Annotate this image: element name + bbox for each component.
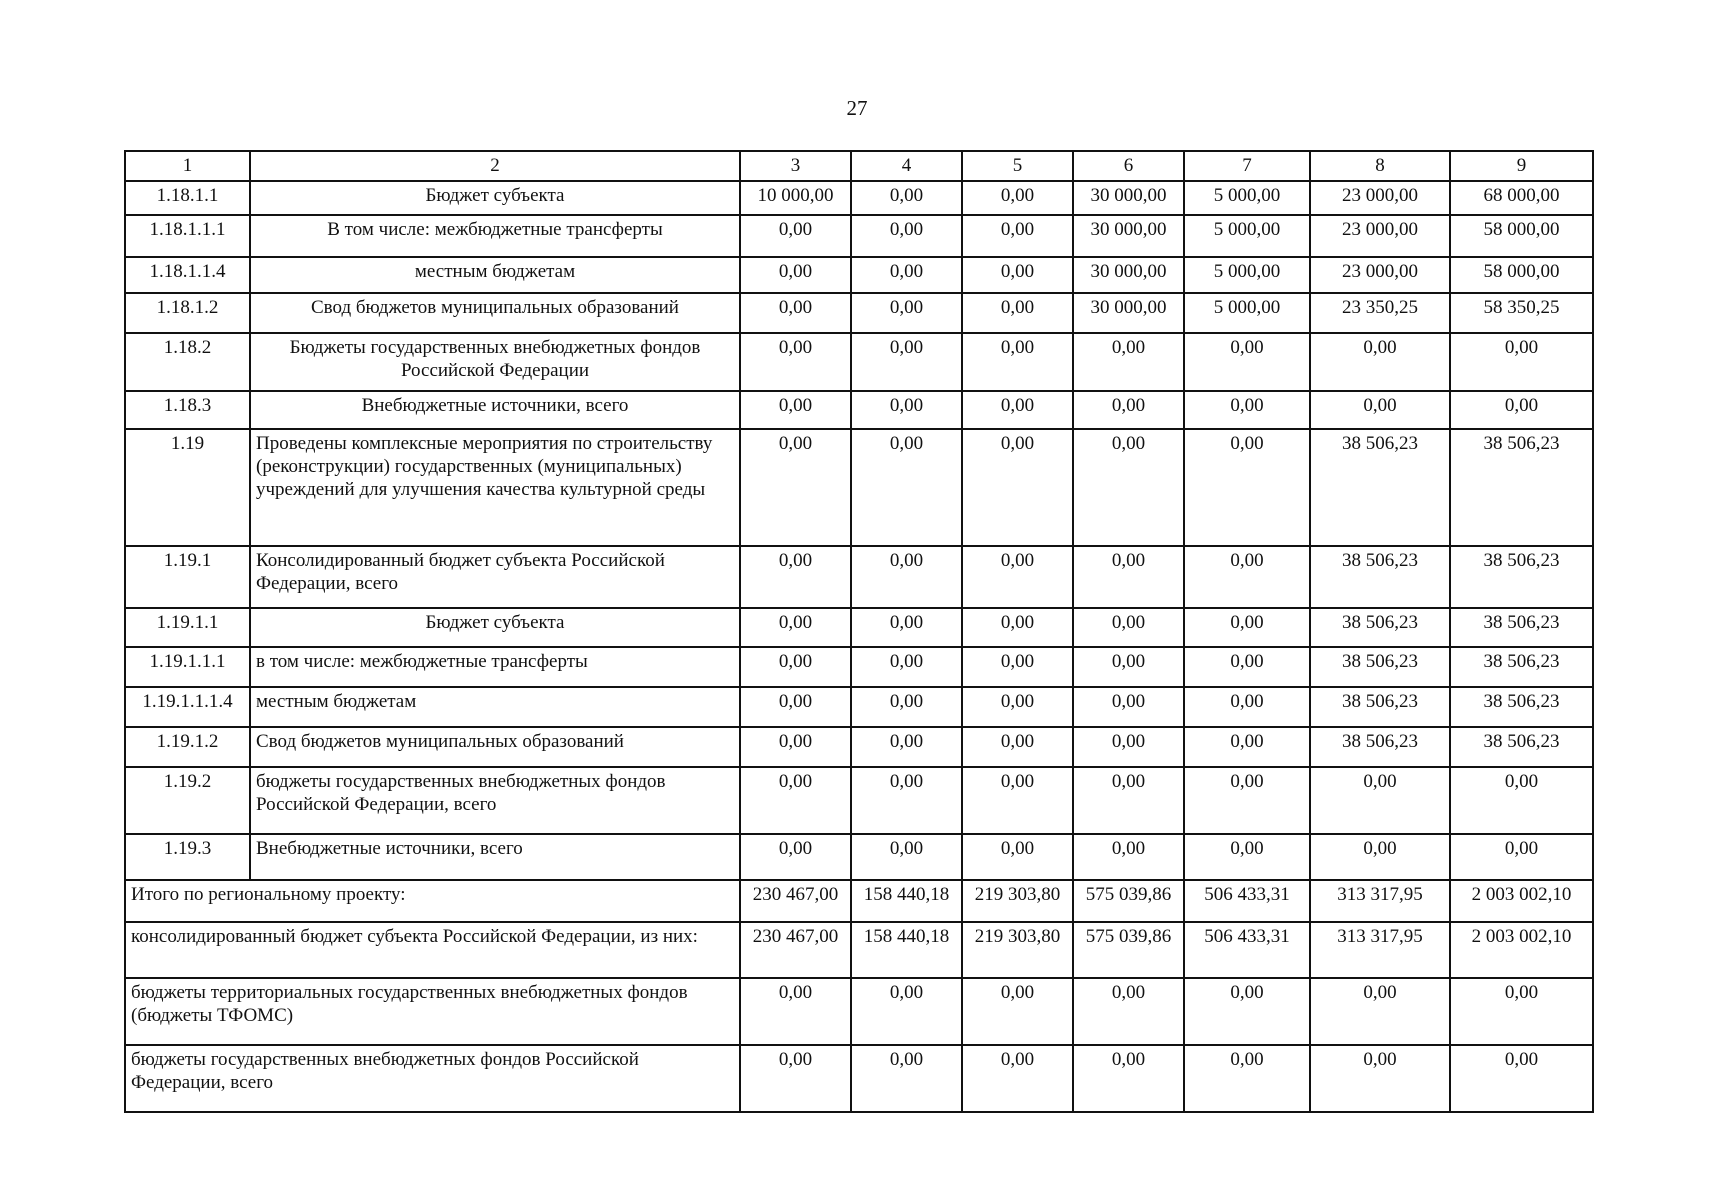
cell-value: 23 000,00: [1310, 257, 1450, 293]
row-name: местным бюджетам: [250, 257, 740, 293]
cell-value: 0,00: [851, 391, 962, 429]
cell-value: 23 000,00: [1310, 181, 1450, 215]
column-header: 3: [740, 151, 851, 181]
row-name: бюджеты государственных внебюджетных фондов Российской Федерации, всего: [250, 767, 740, 834]
table-row: [125, 333, 1593, 391]
total-label: бюджеты территориальных государственных внебюджетных фондов (бюджеты ТФОМС): [125, 978, 740, 1045]
row-name: Бюджет субъекта: [250, 608, 740, 647]
cell-value: 0,00: [1310, 333, 1450, 391]
cell-value: 0,00: [1450, 767, 1593, 834]
table-row: [125, 647, 1593, 687]
cell-value: 0,00: [1450, 391, 1593, 429]
cell-value: 0,00: [851, 546, 962, 608]
cell-value: 0,00: [1450, 1045, 1593, 1112]
cell-value: 0,00: [1310, 978, 1450, 1045]
cell-value: 0,00: [1073, 546, 1184, 608]
cell-value: 0,00: [962, 391, 1073, 429]
column-header: 1: [125, 151, 250, 181]
cell-value: 0,00: [851, 978, 962, 1045]
cell-value: 0,00: [962, 1045, 1073, 1112]
cell-value: 0,00: [740, 546, 851, 608]
row-code: 1.19.1: [125, 546, 250, 608]
cell-value: 0,00: [1184, 1045, 1310, 1112]
cell-value: 58 350,25: [1450, 293, 1593, 333]
cell-value: 38 506,23: [1310, 727, 1450, 767]
cell-value: 0,00: [740, 767, 851, 834]
cell-value: 0,00: [1073, 978, 1184, 1045]
cell-value: 0,00: [962, 181, 1073, 215]
page-number: 27: [846, 96, 868, 120]
row-name: В том числе: межбюджетные трансферты: [250, 215, 740, 257]
cell-value: 575 039,86: [1073, 880, 1184, 922]
cell-value: 0,00: [1184, 429, 1310, 546]
table-row: [125, 215, 1593, 257]
row-name: Консолидированный бюджет субъекта Российской Федерации, всего: [250, 546, 740, 608]
row-name: Проведены комплексные мероприятия по строительству (реконструкции) государственных (муниципальных) учреждений для улучшения качества культурной среды: [250, 429, 740, 546]
cell-value: 5 000,00: [1184, 181, 1310, 215]
cell-value: 0,00: [740, 647, 851, 687]
cell-value: 30 000,00: [1073, 293, 1184, 333]
column-header: 9: [1450, 151, 1593, 181]
cell-value: 0,00: [962, 767, 1073, 834]
cell-value: 0,00: [962, 727, 1073, 767]
cell-value: 0,00: [740, 1045, 851, 1112]
cell-value: 2 003 002,10: [1450, 880, 1593, 922]
total-row: [125, 880, 1593, 922]
cell-value: 230 467,00: [740, 880, 851, 922]
table-row: [125, 687, 1593, 727]
cell-value: 0,00: [1073, 333, 1184, 391]
cell-value: 0,00: [740, 391, 851, 429]
table-row: [125, 257, 1593, 293]
cell-value: 38 506,23: [1310, 687, 1450, 727]
table-row: [125, 429, 1593, 546]
cell-value: 5 000,00: [1184, 215, 1310, 257]
cell-value: 0,00: [1310, 1045, 1450, 1112]
cell-value: 0,00: [851, 1045, 962, 1112]
cell-value: 38 506,23: [1310, 546, 1450, 608]
cell-value: 0,00: [851, 257, 962, 293]
row-code: 1.18.1.1.4: [125, 257, 250, 293]
cell-value: 5 000,00: [1184, 293, 1310, 333]
cell-value: 38 506,23: [1310, 608, 1450, 647]
cell-value: 0,00: [962, 647, 1073, 687]
row-code: 1.19.1.1: [125, 608, 250, 647]
cell-value: 0,00: [962, 608, 1073, 647]
cell-value: 0,00: [1073, 429, 1184, 546]
cell-value: 0,00: [962, 257, 1073, 293]
cell-value: 0,00: [962, 215, 1073, 257]
table-row: [125, 293, 1593, 333]
cell-value: 0,00: [851, 687, 962, 727]
row-name: Бюджеты государственных внебюджетных фондов Российской Федерации: [250, 333, 740, 391]
cell-value: 0,00: [1184, 687, 1310, 727]
cell-value: 0,00: [962, 333, 1073, 391]
cell-value: 30 000,00: [1073, 215, 1184, 257]
cell-value: 0,00: [1310, 391, 1450, 429]
cell-value: 38 506,23: [1310, 429, 1450, 546]
cell-value: 23 350,25: [1310, 293, 1450, 333]
row-code: 1.19: [125, 429, 250, 546]
cell-value: 0,00: [1184, 608, 1310, 647]
cell-value: 0,00: [851, 333, 962, 391]
cell-value: 219 303,80: [962, 880, 1073, 922]
cell-value: 575 039,86: [1073, 922, 1184, 978]
row-code: 1.19.3: [125, 834, 250, 880]
cell-value: 0,00: [740, 687, 851, 727]
row-code: 1.18.2: [125, 333, 250, 391]
cell-value: 2 003 002,10: [1450, 922, 1593, 978]
cell-value: 0,00: [740, 293, 851, 333]
total-row: [125, 978, 1593, 1045]
row-name: Свод бюджетов муниципальных образований: [250, 293, 740, 333]
table-row: [125, 546, 1593, 608]
cell-value: 0,00: [1073, 1045, 1184, 1112]
total-row: [125, 1045, 1593, 1112]
row-code: 1.18.1.1.1: [125, 215, 250, 257]
row-name: Свод бюджетов муниципальных образований: [250, 727, 740, 767]
cell-value: 0,00: [740, 608, 851, 647]
cell-value: 0,00: [851, 608, 962, 647]
table-row: [125, 391, 1593, 429]
cell-value: 0,00: [1184, 647, 1310, 687]
table-row: [125, 727, 1593, 767]
cell-value: 0,00: [851, 293, 962, 333]
column-header: 4: [851, 151, 962, 181]
cell-value: 5 000,00: [1184, 257, 1310, 293]
cell-value: 506 433,31: [1184, 880, 1310, 922]
row-name: Внебюджетные источники, всего: [250, 834, 740, 880]
column-header: 2: [250, 151, 740, 181]
cell-value: 219 303,80: [962, 922, 1073, 978]
cell-value: 68 000,00: [1450, 181, 1593, 215]
cell-value: 0,00: [740, 257, 851, 293]
cell-value: 0,00: [1184, 546, 1310, 608]
cell-value: 58 000,00: [1450, 215, 1593, 257]
row-code: 1.19.1.2: [125, 727, 250, 767]
row-name: местным бюджетам: [250, 687, 740, 727]
table-row: [125, 767, 1593, 834]
cell-value: 0,00: [1450, 834, 1593, 880]
cell-value: 0,00: [740, 333, 851, 391]
cell-value: 0,00: [962, 687, 1073, 727]
cell-value: 0,00: [1184, 834, 1310, 880]
cell-value: 30 000,00: [1073, 257, 1184, 293]
cell-value: 0,00: [962, 429, 1073, 546]
cell-value: 23 000,00: [1310, 215, 1450, 257]
row-code: 1.19.1.1.1: [125, 647, 250, 687]
cell-value: 0,00: [1073, 727, 1184, 767]
cell-value: 0,00: [1450, 978, 1593, 1045]
cell-value: 0,00: [1073, 647, 1184, 687]
cell-value: 38 506,23: [1450, 429, 1593, 546]
cell-value: 0,00: [851, 767, 962, 834]
total-label: консолидированный бюджет субъекта Российской Федерации, из них:: [125, 922, 740, 978]
cell-value: 38 506,23: [1450, 608, 1593, 647]
cell-value: 0,00: [1310, 834, 1450, 880]
row-code: 1.18.1.1: [125, 181, 250, 215]
cell-value: 0,00: [1450, 333, 1593, 391]
table-row: [125, 608, 1593, 647]
cell-value: 0,00: [1073, 687, 1184, 727]
cell-value: 0,00: [962, 978, 1073, 1045]
cell-value: 38 506,23: [1450, 647, 1593, 687]
cell-value: 0,00: [851, 429, 962, 546]
row-name: в том числе: межбюджетные трансферты: [250, 647, 740, 687]
cell-value: 0,00: [962, 546, 1073, 608]
table-row: [125, 181, 1593, 215]
cell-value: 0,00: [740, 215, 851, 257]
cell-value: 0,00: [740, 429, 851, 546]
cell-value: 0,00: [851, 834, 962, 880]
column-header: 5: [962, 151, 1073, 181]
total-label: бюджеты государственных внебюджетных фондов Российской Федерации, всего: [125, 1045, 740, 1112]
cell-value: 58 000,00: [1450, 257, 1593, 293]
row-name: Бюджет субъекта: [250, 181, 740, 215]
total-label: Итого по региональному проекту:: [125, 880, 740, 922]
cell-value: 230 467,00: [740, 922, 851, 978]
cell-value: 38 506,23: [1310, 647, 1450, 687]
cell-value: 0,00: [1184, 727, 1310, 767]
cell-value: 0,00: [1184, 333, 1310, 391]
cell-value: 0,00: [851, 727, 962, 767]
cell-value: 38 506,23: [1450, 727, 1593, 767]
budget-table: [124, 150, 1594, 1113]
cell-value: 0,00: [1184, 767, 1310, 834]
cell-value: 0,00: [1073, 608, 1184, 647]
column-header: 7: [1184, 151, 1310, 181]
row-code: 1.18.3: [125, 391, 250, 429]
cell-value: 0,00: [851, 181, 962, 215]
cell-value: 0,00: [962, 293, 1073, 333]
cell-value: 10 000,00: [740, 181, 851, 215]
total-row: [125, 922, 1593, 978]
cell-value: 30 000,00: [1073, 181, 1184, 215]
column-header: 8: [1310, 151, 1450, 181]
cell-value: 0,00: [851, 647, 962, 687]
cell-value: 0,00: [851, 215, 962, 257]
cell-value: 0,00: [1073, 391, 1184, 429]
row-code: 1.18.1.2: [125, 293, 250, 333]
row-name: Внебюджетные источники, всего: [250, 391, 740, 429]
cell-value: 506 433,31: [1184, 922, 1310, 978]
cell-value: 0,00: [1184, 978, 1310, 1045]
table-header-row: [125, 151, 1593, 181]
cell-value: 38 506,23: [1450, 546, 1593, 608]
cell-value: 158 440,18: [851, 922, 962, 978]
cell-value: 313 317,95: [1310, 922, 1450, 978]
cell-value: 158 440,18: [851, 880, 962, 922]
row-code: 1.19.2: [125, 767, 250, 834]
cell-value: 0,00: [740, 834, 851, 880]
cell-value: 0,00: [1184, 391, 1310, 429]
table-row: [125, 834, 1593, 880]
row-code: 1.19.1.1.1.4: [125, 687, 250, 727]
cell-value: 0,00: [740, 978, 851, 1045]
cell-value: 0,00: [1073, 767, 1184, 834]
cell-value: 38 506,23: [1450, 687, 1593, 727]
cell-value: 313 317,95: [1310, 880, 1450, 922]
cell-value: 0,00: [962, 834, 1073, 880]
cell-value: 0,00: [740, 727, 851, 767]
column-header: 6: [1073, 151, 1184, 181]
cell-value: 0,00: [1073, 834, 1184, 880]
cell-value: 0,00: [1310, 767, 1450, 834]
